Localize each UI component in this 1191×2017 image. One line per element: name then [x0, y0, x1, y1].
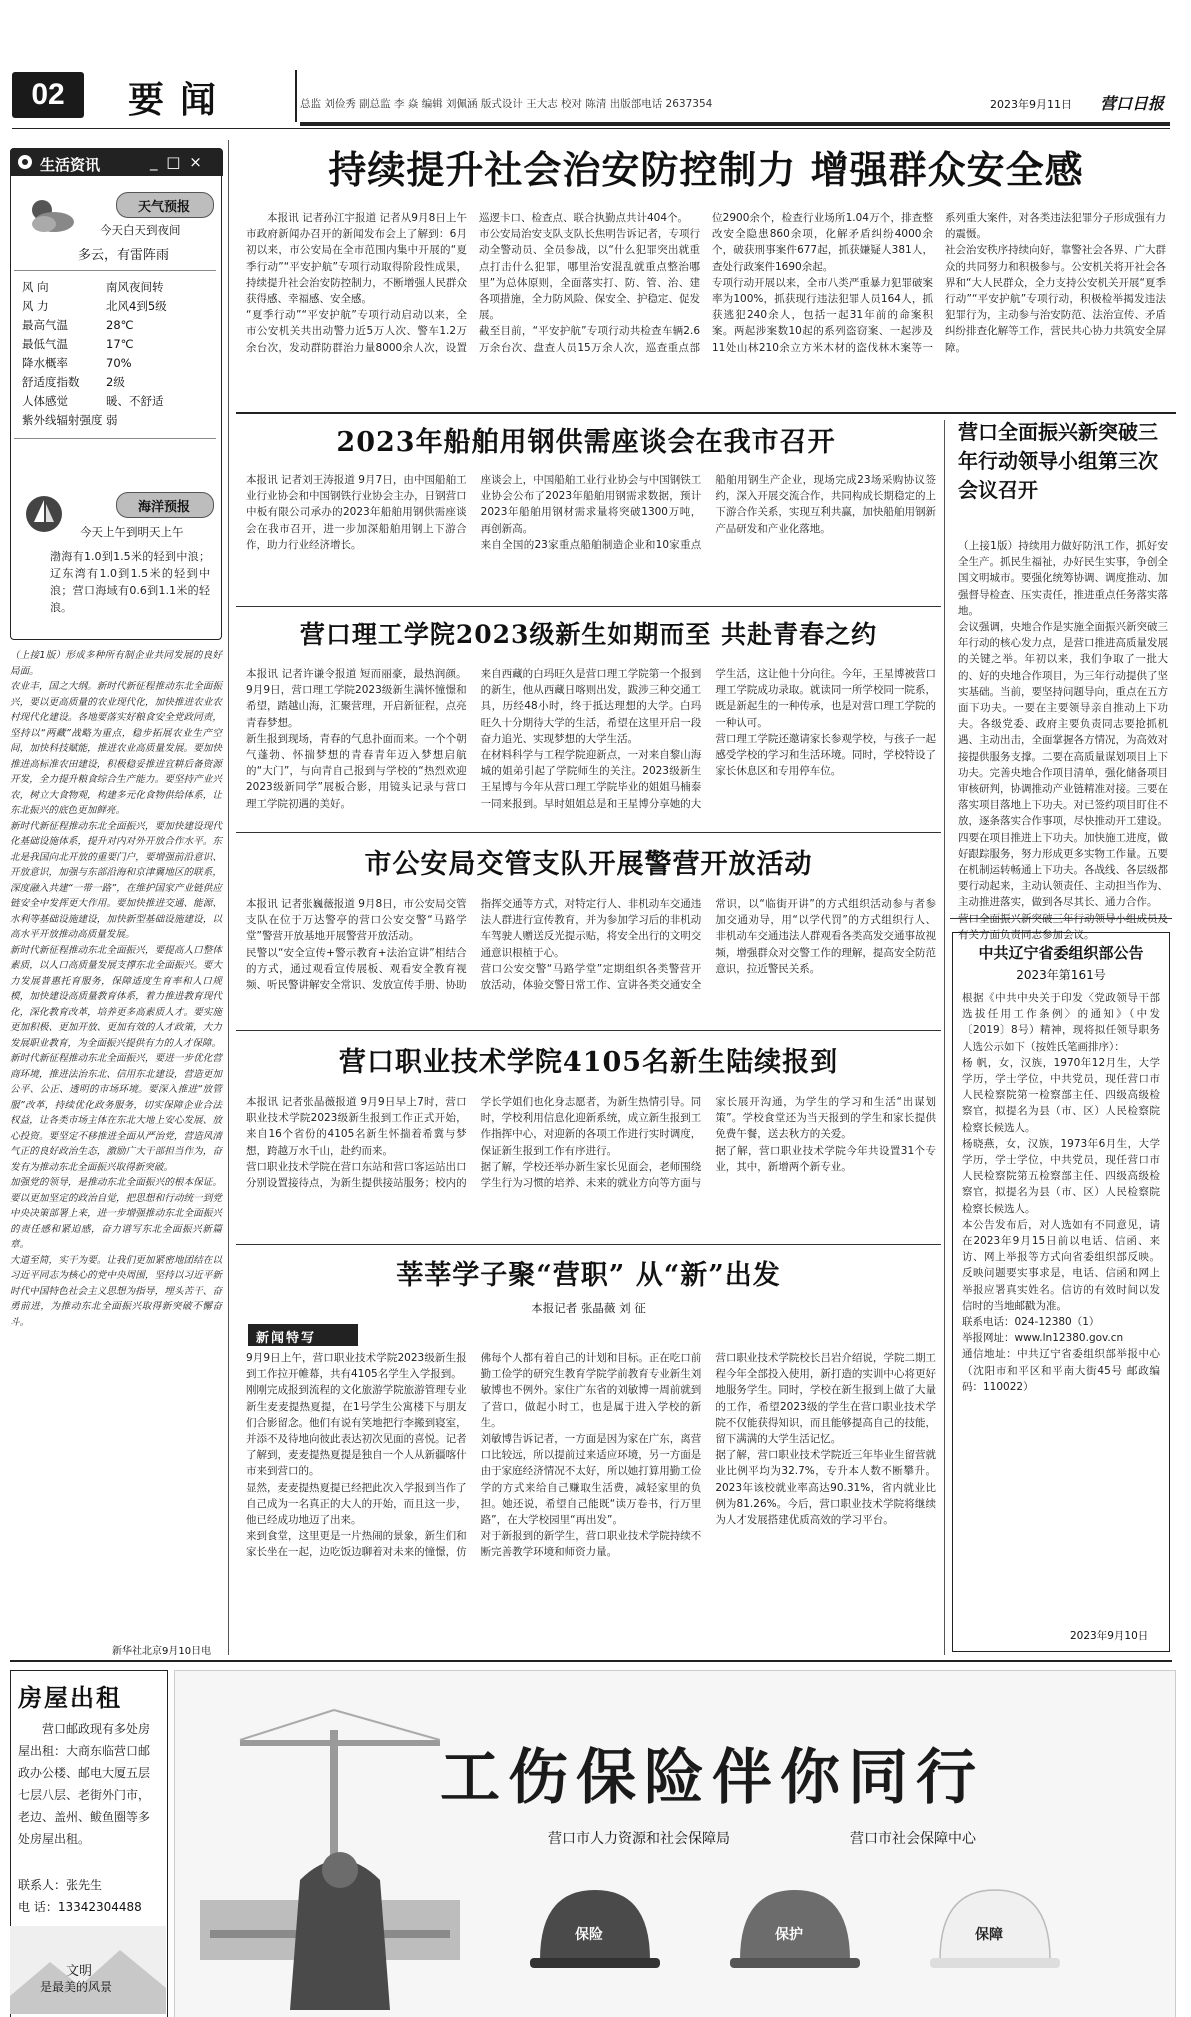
weather-title: 天气预报	[137, 200, 190, 215]
rental-title: 房屋出租	[18, 1683, 122, 1712]
notice-title: 中共辽宁省委组织部公告	[978, 944, 1144, 962]
sailboat-icon	[26, 494, 62, 534]
feature-tag: 新闻特写	[256, 1331, 317, 1346]
weather-label: 舒适度指数	[22, 375, 80, 389]
crane-illustration	[180, 1700, 480, 2010]
sea-title: 海洋预报	[137, 500, 190, 515]
civility-line1: 文明	[66, 1964, 93, 1979]
weather-label: 最低气温	[22, 337, 68, 351]
ligong-headline: 营口理工学院2023级新生如期而至 共赴青春之约	[299, 620, 878, 649]
weather-value: 70%	[106, 356, 132, 370]
weather-summary: 多云，有雷阵雨	[78, 248, 170, 263]
page-number: 02	[31, 78, 65, 111]
staff-line: 总监 刘俭秀 副总监 李 焱 编辑 刘佩涵 版式设计 王大志 校对 陈清 出版部电话 2637354	[300, 98, 713, 110]
weather-label: 风 力	[22, 299, 49, 313]
shipbuilding-body: 本报讯 记者刘王涛报道 9月7日，由中国船舶工业行业协会和中国钢铁行业协会主办，日钢营口中板有限公司承办的2023年船舶用钢供需座谈会在我市召开，进一步加深船舶用钢上下游合作，助力行业经济增长。 座谈会上，中国船舶工业行业协会与中国钢铁工业协会公布了2023年船舶用钢需求数据，预计2023年船舶用钢材需求量将突破1300万吨，再创新高。 来自全国的23家重点船舶制造企业和10家重点船舶用钢生产企业，现场完成23场采购协议签约，深入开展交流合作，共同构成长期稳定的上下游合作关系，实现互利共赢，加快船舶用钢新产品研发和产业化落地。	[246, 474, 936, 551]
weather-label: 人体感觉	[22, 394, 68, 408]
commentary-column: （上接1版）形成多种所有制企业共同发展的良好局面。 农业丰，国之大纲。新时代新征程推动东北全面振兴，要以更高质量的农业现代化，加快推进农业农村现代化建设。各地要落实好粮食安全党政同责，坚持以“两藏”战略为重点，稳步拓展农业生产空间，加快科技赋能，推进农业高质量发展。要加快推进高标准农田建设，积极稳妥推进宜耕后备资源开发，全力提升粮食综合生产能力。要坚持产业兴农，树立大食物观，构建多元化食物供给体系，让东北振兴的底色更加鲜亮。 新时代新征程推动东北全面振兴，要加快建设现代化基础设施体系，提升对内对外开放合作水平。东北是我国向北开放的重要门户，要增强前沿意识、开放意识，加强与东部沿海和京津冀地区的联系，深度融入共建“一带一路”，在维护国家产业链供应链安全中发挥更大作用。要加快推进交通、能源、水利等基础设施建设，加快新型基础设施建设，以高水平开放推动高质量发展。 新时代新征程推动东北全面振兴，要提高人口整体素质，以人口高质量发展支撑东北全面振兴。要大力发展普惠托育服务，保障适度生育率和人口规模，加快建设高质量教育体系，着力推进教育现代化，深化教育改革，培养更多高素质人才。要实施更加积极、更加开放、更加有效的人才政策，大力发展职业教育，为全面振兴提供有力的人才保障。 新时代新征程推动东北全面振兴，要进一步优化营商环境，推进法治东北、信用东北建设，营造更加公平、公正、透明的市场环境。要深入推进“放管服”改革，持续优化政务服务，切实保障企业合法权益，让各类市场主体在东北大地上安心发展、放心投资。要坚定不移推进全面从严治党，营造风清气正的良好政治生态，激励广大干部担当作为，奋发有为推动东北全面振兴取得新突破。 加强党的领导，是推动东北全面振兴的根本保证。要以更加坚定的政治自觉，把思想和行动统一到党中央决策部署上来，进一步增强推动东北全面振兴的责任感和紧迫感，奋力谱写东北全面振兴新篇章。 大道至简，实干为要。让我们更加紧密地团结在以习近平同志为核心的党中央周围，坚持以习近平新时代中国特色社会主义思想为指导，埋头苦干、奋勇前进，为推动东北全面振兴取得新突破不懈奋斗。	[10, 650, 222, 1328]
helmet-label: 保护	[775, 1927, 803, 1943]
weather-label: 紫外线辐射强度	[22, 413, 103, 427]
sea-period: 今天上午到明天上午	[80, 525, 184, 539]
weather-value: 2级	[106, 375, 125, 389]
commentary-source: 新华社北京9月10日电	[112, 1646, 212, 1657]
ad-headline: 工伤保险伴你同行	[440, 1743, 984, 1813]
rental-phone: 电 话：13342304488	[18, 1900, 142, 1914]
notice-number: 2023年第161号	[1016, 968, 1106, 982]
window-controls[interactable]: _ □ ×	[150, 153, 204, 171]
zhenxing-body: （上接1版）持续用力做好防汛工作，抓好安全生产。抓民生福祉，办好民生实事，争创全国文明城市。要强化统筹协调、调度推动、加强督导检查、压实责任，推进重点任务落实落地。 会议强调，央地合作是实施全面振兴新突破三年行动的核心发力点，是营口推进高质量发展的关键之举。年初以来，我们争取了一批大的、好的央地合作项目，为三年行动提供了坚实基础。当前，要坚持问题导向，重点在五方面下功夫。一要在主要领导亲自推动上下功夫。各级党委、政府主要负责同志要抢抓机遇、主动出击，全面掌握各方情况，为高效对接提供服务支撑。二要在高质量谋划项目上下功夫。完善央地合作项目清单，强化储备项目审核研判，协调推动产业链精准对接。三要在落实项目落地上下功夫。对已签约项目盯住不放，逐条落实合作事项，尽快推动开工建设。四要在项目推进上下功夫。加快施工进度，做好跟踪服务，努力形成更多实物工作量。五要在机制运转畅通上下功夫。各战线、各层级都要行动起来，主动认领责任、主动担当作为、主动推进落实，做到各尽其长、通力合作。 营口全面振兴新突破三年行动领导小组成员及有关方面负责同志参加会议。	[958, 540, 1168, 941]
zhenxing-headline: 营口全面振兴新突破三年行动领导小组第三次会议召开	[958, 420, 1158, 502]
notice-body: 根据《中共中央关于印发〈党政领导干部选拔任用工作条例〉的通知》（中发〔2019〕8号）精神，现将拟任领导职务人选公示如下（按姓氏笔画排序）： 杨 帆，女，汉族，1970年12月生，大学学历，学士学位，中共党员，现任营口市人民检察院第一检察部主任、四级高级检察官，拟提名为县（市、区）人民检察院检察长候选人。 杨晓燕，女，汉族，1973年6月生，大学学历，学士学位，中共党员，现任营口市人民检察院第五检察部主任、四级高级检察官，拟提名为县（市、区）人民检察院检察长候选人。 本公告发布后，对人选如有不同意见，请在2023年9月15日前以电话、信函、来访、网上举报等方式向省委组织部反映。反映问题要实事求是，电话、信函和网上举报应署真实姓名。信访的有效时间以发信时的当地邮戳为准。 联系电话：024-12380（1） 举报网址：www.ln12380.gov.cn 通信地址：中共辽宁省委组织部举报中心（沈阳市和平区和平南大街45号 邮政编码：110022）	[962, 992, 1160, 1393]
zhiye-headline: 营口职业技术学院4105名新生陆续报到	[338, 1047, 839, 1078]
life-info-title: 生活资讯	[40, 156, 101, 174]
section-title: 要闻	[128, 79, 233, 121]
weather-value: 28℃	[106, 318, 134, 332]
rental-contact: 联系人：张先生	[18, 1878, 103, 1892]
sea-forecast: 渤海有1.0到1.5米的轻到中浪；辽东湾有1.0到1.5米的轻到中浪；营口海域有0.6到1.1米的轻浪。	[50, 550, 210, 614]
feature-body: 9月9日上午，营口职业技术学院2023级新生报到工作拉开帷幕，共有4105名学生入学报到。 刚刚完成报到流程的文化旅游学院旅游管理专业新生麦麦提热夏提，在1号学生公寓楼下与朋友们合影留念。他们有说有笑地把行李搬到寝室，并添不及待地向彼此表达初次见面的喜悦。记者了解到，麦麦提热夏提是独自一个人从新疆喀什市来到营口的。 显然，麦麦提热夏提已经把此次入学报到当作了自己成为一名真正的大人的开始，而且这一步，他已经成功地迈了出来。 来到食堂，这里更是一片热闹的景象，新生们和家长坐在一起，边吃饭边聊着对未来的憧憬，仿佛每个人都有着自己的计划和目标。正在吃口前勤工俭学的研究生教育学院学前教育专业新生刘敏博也不例外。家住广东省的刘敏博一周前就到了营口，做起小时工，也是属于进入学校的新生。 刘敏博告诉记者，一方面是因为家在广东，离营口比较远，所以提前过来适应环境，另一方面是由于家庭经济情况不太好，所以她打算用勤工俭学的方式来给自己赚取生活费，减轻家里的负担。她还说，希望自己能既“读万卷书，行万里路”，在大学校园里“再出发”。 对于新报到的新学生，营口职业技术学院持续不断完善教学环境和师资力量。 营口职业技术学院校长吕岩介绍说，学院二期工程今年全部投入使用，新打造的实训中心将更好地服务学生。同时，学校在新生报到上做了大量的工作，希望2023级的学生在营口职业技术学院不仅能获得知识，而且能够提高自己的技能，留下满满的大学生活记忆。 据了解，营口职业技术学院近三年毕业生留营就业比例平均为32.7%，专升本人数不断攀升。2023年该校就业率高达90.31%，省内就业比例为81.26%。今后，营口职业技术学院将继续为人才发展搭建优质高效的学习平台。	[246, 1352, 936, 1559]
cloud-sun-icon	[22, 194, 78, 234]
helmet-label: 保障	[975, 1927, 1003, 1943]
weather-value: 北风4到5级	[106, 299, 167, 313]
zhiye-body: 本报讯 记者张晶薇报道 9月9日早上7时，营口职业技术学院2023级新生报到工作正式开始，来自16个省份的4105名新生怀揣着希冀与梦想，跨越万水千山，赴约而来。 营口职业技术学院在营口东站和营口客运站出口分别设置接待点，为新生提供接站服务；校内的学长学姐们也化身志愿者，为新生热情引导。同时，学校利用信息化迎新系统，成立新生报到工作指挥中心，对迎新的各项工作进行实时调度，保证新生报到工作有序进行。 据了解，学校还举办新生家长见面会，老师围绕学生行为习惯的培养、未来的就业方向等方面与家长展开沟通，为学生的学习和生活“出谋划策”。学校食堂还为当天报到的学生和家长提供免费午餐，送去秋方的关爱。 据了解，营口职业技术学院今年共设置31个专业，其中，新增两个新专业。	[246, 1096, 936, 1190]
ad-sponsor-2: 营口市社会保障中心	[850, 1831, 976, 1847]
feature-byline: 本报记者 张晶薇 刘 征	[531, 1301, 646, 1315]
helmet-label: 保险	[575, 1927, 603, 1943]
rental-body: 营口邮政现有多处房屋出租：大商东临营口邮政办公楼、邮电大厦五层七层八层、老街外门市，老边、盖州、鲅鱼圈等多处房屋出租。	[18, 1722, 151, 1846]
traffic-body: 本报讯 记者张巍薇报道 9月8日，市公安局交管支队在位于万达警亭的营口公安交警“马路学堂”警营开放基地开展警营开放活动。 民警以“安全宣传+警示教育+法治宣讲”相结合的方式，通过观看宣传展板、观看安全教育视频、听民警讲解安全常识、发放宣传手册、协助指挥交通等方式，对特定行人、非机动车交通违法人群进行宣传教育，并为参加学习后的非机动车驾驶人赠送反光提示贴，将安全出行的文明交通意识根植于心。 营口公安交警“马路学堂”定期组织各类警营开放活动，体验交警日常工作、宣讲各类交通安全常识，以“临街开讲”的方式组织活动参与者参加交通劝导，用“以学代罚”的方式组织行人、非机动车交通违法人群观看各类高发交通事故视频，增强群众对交警工作的理解，提高安全防范意识，拉近警民关系。	[246, 898, 936, 992]
weather-period: 今天白天到夜间	[100, 223, 181, 237]
traffic-headline: 市公安局交管支队开展警营开放活动	[364, 849, 813, 880]
issue-date: 2023年9月11日	[990, 98, 1072, 111]
weather-label: 最高气温	[22, 318, 68, 332]
civility-line2: 是最美的风景	[40, 1980, 113, 1994]
ligong-body: 本报讯 记者许谦令报道 短而丽豪，最热润颜。9月9日，营口理工学院2023级新生满怀憧憬和希望，踏越山海，汇聚营理，开启新征程，点亮青春梦想。 新生报到现场，青春的气息扑面而来。一个个朝气蓬勃、怀揣梦想的青春青年迈入梦想启航的“大门”，与向青自己报到与学校的“热烈欢迎2023级新同学”展板合影，用镜头记录与营口理工学院初遇的美好。 来自西藏的白玛旺久是营口理工学院第一个报到的新生，他从西藏日喀则出发，跋涉三种交通工具，历经48小时，终于抵达理想的大学。白玛旺久十分期待大学的生活，希望在这里开启一段奋力追光、实现梦想的大学生活。 在材料科学与工程学院迎新点，一对来自黎山海城的姐弟引起了学院师生的关注。2023级新生王星博与今年从营口理工学院毕业的姐姐马楠泰一同来报到。早时姐姐总是和王星博分享她的大学生活，这让他十分向往。今年，王星博被营口理工学院成功录取。就读同一所学校同一院系，既是新起生的一种传承，也是对营口理工学院的一种认可。 营口理工学院还邀请家长参观学校，与孩子一起感受学校的学习和生活环境。同时，学校特设了家长休息区和专用停车位。	[246, 668, 936, 810]
weather-value: 南风夜间转	[106, 280, 164, 294]
feature-headline: 莘莘学子聚“营职” 从“新”出发	[396, 1260, 781, 1291]
gear-icon	[16, 153, 34, 171]
notice-date: 2023年9月10日	[1070, 1630, 1149, 1642]
weather-label: 降水概率	[22, 356, 68, 370]
paper-logo: 营口日报	[1100, 94, 1165, 113]
lead-body: 本报讯 记者孙江宇报道 记者从9月8日上午市政府新闻办召开的新闻发布会上了解到：6月初以来，市公安局在全市范围内集中开展的“夏季行动”“平安护航”专项行动取得阶段性成果，持续提升社会治安防控制力，不断增强人民群众获得感、幸福感、安全感。 “夏季行动”“平安护航”专项行动启动以来，全市公安机关共出动警力近5万人次、警车1.2万余台次，发动群防群治力量8000余人次，设置巡逻卡口、检查点、联合执勤点共计404个。 市公安局治安支队支队长焦明告诉记者，专项行动全警动员、全员参战，以“什么犯罪突出就重点打击什么犯罪，哪里治安混乱就重点整治哪里”为总体原则，全面落实打、防、管、治、建各项措施，全力防风险、保安全、护稳定、促发展。 截至目前，“平安护航”专项行动共检查车辆2.6万余台次、盘查人员15万余人次，巡查重点部位2900余个，检查行业场所1.04万个，排查整改安全隐患860余项，化解矛盾纠纷4000余个，破获刑事案件677起，抓获嫌疑人381人，查处行政案件1690余起。 专项行动开展以来，全市八类严重暴力犯罪破案率为100%，抓获现行违法犯罪人员164人，抓获逃犯240余人，包括一起31年前的命案积案。两起涉案数10起的系列盗窃案、一起涉及11处山林210余立方米木材的盗伐林木案等一系列重大案件，对各类违法犯罪分子形成强有力的震慑。 社会治安秩序持续向好，靠警社会各界、广大群众的共同努力和积极参与。公安机关将开社会各界和“大人民群众，全力支持公安机关开展“夏季行动”“平安护航”专项行动，积极检举揭发违法犯罪行为，主动参与治安防范、法治宣传、矛盾纠纷排查化解等工作，营民共心协力共筑安全屏障。	[246, 212, 1166, 354]
weather-label: 风 向	[22, 280, 49, 294]
weather-value: 17℃	[106, 337, 134, 351]
shipbuilding-headline: 2023年船舶用钢供需座谈会在我市召开	[336, 427, 836, 458]
lead-headline: 持续提升社会治安防控制力 增强群众安全感	[328, 147, 1084, 192]
weather-value: 弱	[106, 413, 118, 427]
ad-sponsor-1: 营口市人力资源和社会保障局	[548, 1831, 730, 1847]
weather-table	[22, 278, 212, 430]
weather-value: 暖、不舒适	[106, 394, 164, 408]
